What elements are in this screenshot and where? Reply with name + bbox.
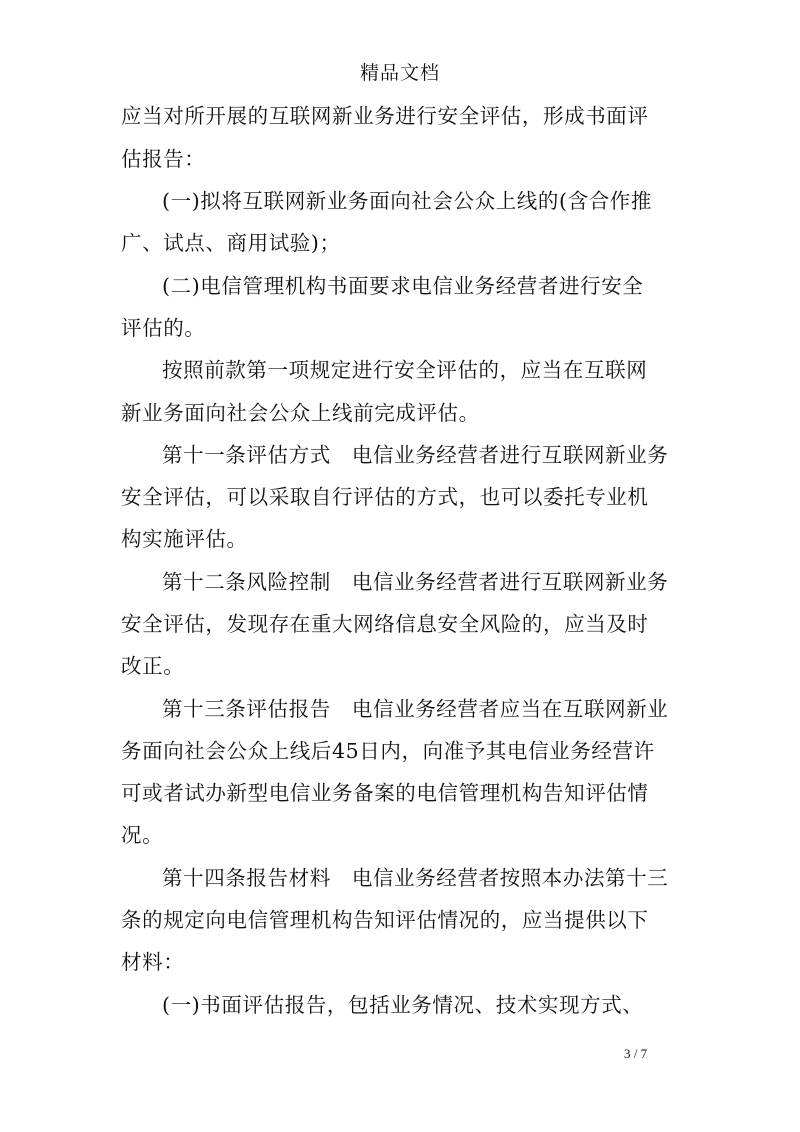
page-header-title: 精品文档: [359, 62, 440, 84]
body-line: 改正。: [121, 654, 185, 678]
body-line: (二)电信管理机构书面要求电信业务经营者进行安全: [162, 274, 644, 298]
body-line: 按照前款第一项规定进行安全评估的，应当在互联网: [162, 358, 648, 382]
body-line: 第十一条评估方式 电信业务经营者进行互联网新业务: [162, 443, 669, 467]
body-line: 第十三条评估报告 电信业务经营者应当在互联网新业: [162, 697, 669, 721]
body-line: 评估的。: [121, 316, 206, 340]
body-line: (一)拟将互联网新业务面向社会公众上线的(含合作推: [162, 189, 652, 213]
body-line: 务面向社会公众上线后45日内，向准予其电信业务经营许: [121, 739, 655, 763]
body-line: 构实施评估。: [121, 527, 248, 551]
body-line: 第十四条报告材料 电信业务经营者按照本办法第十三: [162, 866, 669, 890]
body-line: 条的规定向电信管理机构告知评估情况的，应当提供以下: [121, 908, 649, 932]
body-line: (一)书面评估报告，包括业务情况、技术实现方式、: [162, 993, 644, 1017]
body-line: 广、试点、商用试验)；: [121, 231, 341, 255]
body-line: 可或者试办新型电信业务备案的电信管理机构告知评估情: [121, 781, 649, 805]
body-line: 材料：: [121, 950, 185, 974]
body-line: 估报告：: [121, 147, 206, 171]
body-line: 安全评估，发现存在重大网络信息安全风险的，应当及时: [121, 612, 649, 636]
page-number: 3 / 7: [624, 1046, 648, 1061]
body-line: 新业务面向社会公众上线前完成评估。: [121, 401, 480, 425]
body-line: 况。: [121, 823, 164, 847]
body-line: 应当对所开展的互联网新业务进行安全评估，形成书面评: [121, 104, 649, 128]
body-line: 第十二条风险控制 电信业务经营者进行互联网新业务: [162, 570, 669, 594]
body-line: 安全评估，可以采取自行评估的方式，也可以委托专业机: [121, 485, 649, 509]
